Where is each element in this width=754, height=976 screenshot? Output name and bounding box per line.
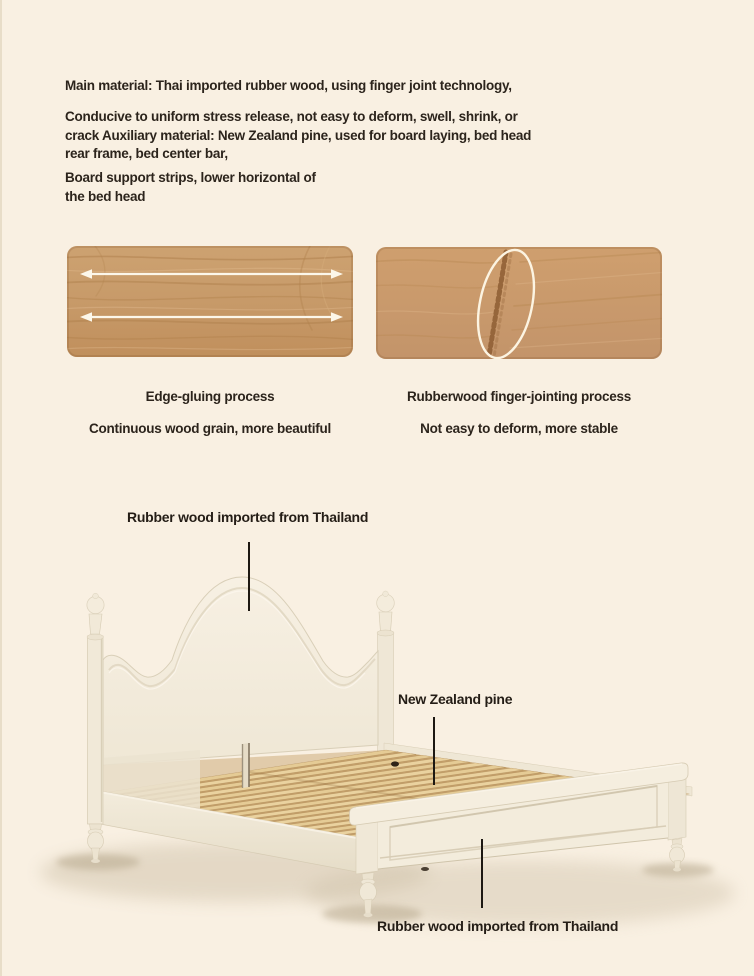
left-edge-divider	[0, 0, 2, 976]
finger-joint-wood-swatch	[370, 245, 668, 363]
hardware-dot	[391, 761, 399, 766]
headboard-far-post	[377, 591, 395, 758]
intro-paragraph-3	[65, 169, 316, 206]
headboard-near-post	[87, 593, 104, 863]
finger-jointing-subtitle: Not easy to deform, more stable	[420, 421, 618, 436]
intro-paragraph-2-line-1: Conducive to uniform stress release, not easy to deform, swell, shrink, or	[65, 109, 518, 124]
intro-paragraph-1: Main material: Thai imported rubber wood, using finger joint technology,	[65, 78, 512, 93]
bed-illustration	[40, 577, 735, 926]
callout-footboard-label: Rubber wood imported from Thailand	[377, 918, 619, 934]
intro-paragraph-2-line-3: rear frame, bed center bar,	[65, 146, 228, 161]
edge-gluing-wood-swatch	[60, 246, 360, 357]
intro-paragraph-2	[65, 108, 531, 164]
callout-slats-label: New Zealand pine	[398, 691, 513, 707]
intro-paragraph-2-line-2: crack Auxiliary material: New Zealand pine, used for board laying, bed head	[65, 127, 532, 143]
intro-paragraph-3-line-1: Board support strips, lower horizontal of	[65, 170, 316, 185]
callout-leader-line	[433, 717, 435, 785]
footboard-near-post	[356, 819, 378, 874]
edge-gluing-title: Edge-gluing process	[145, 389, 275, 404]
hardware-dot	[421, 867, 429, 871]
callout-headboard-label: Rubber wood imported from Thailand	[127, 509, 369, 525]
edge-gluing-subtitle: Continuous wood grain, more beautiful	[89, 421, 331, 436]
intro-paragraph-3-line-2: the bed head	[65, 188, 146, 204]
callout-leader-line	[481, 839, 483, 908]
headboard	[103, 577, 378, 765]
finger-jointing-title: Rubberwood finger-jointing process	[407, 389, 631, 404]
callout-leader-line	[248, 542, 250, 611]
footboard-far-post	[668, 778, 686, 840]
headboard-center-support	[242, 743, 250, 788]
